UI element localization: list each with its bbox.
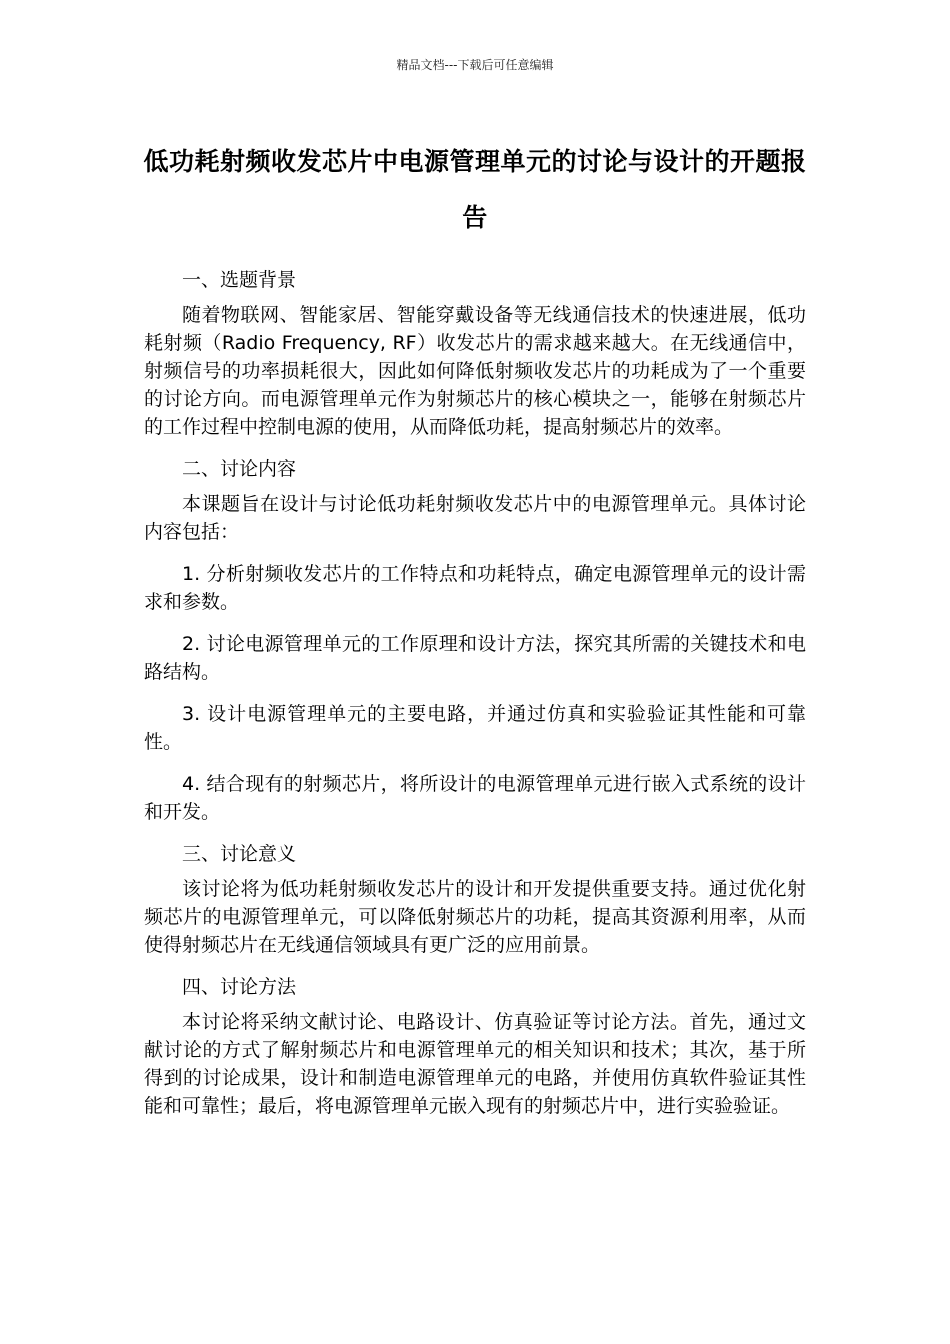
body-paragraph: 随着物联网、智能家居、智能穿戴设备等无线通信技术的快速进展，低功耗射频（Radio Frequency, RF）收发芯片的需求越来越大。在无线通信中，射频信号的功率损耗很大，因此如何降低射频收发芯片的功耗成为了一个重要的讨论方向。而电源管理单元作为射频芯片的核心模块之一，能够在射频芯片的工作过程中控制电源的使用，从而降低功耗，提高射频芯片的效率。 [144, 304, 806, 438]
document-body [144, 266, 806, 1134]
list-item: 1. 分析射频收发芯片的工作特点和功耗特点，确定电源管理单元的设计需求和参数。 [144, 563, 806, 613]
list-item: 3. 设计电源管理单元的主要电路，并通过仿真和实验验证其性能和可靠性。 [144, 703, 806, 753]
body-paragraph: 该讨论将为低功耗射频收发芯片的设计和开发提供重要支持。通过优化射频芯片的电源管理单元，可以降低射频芯片的功耗，提高其资源利用率，从而使得射频芯片在无线通信领域具有更广泛的应用前景。 [144, 878, 806, 956]
section-heading: 一、选题背景 [182, 269, 297, 291]
section-heading: 四、讨论方法 [182, 976, 297, 998]
document-title: 低功耗射频收发芯片中电源管理单元的讨论与设计的开题报告 [143, 147, 807, 232]
section-heading: 三、讨论意义 [182, 843, 297, 865]
list-item: 4. 结合现有的射频芯片，将所设计的电源管理单元进行嵌入式系统的设计和开发。 [144, 773, 806, 823]
body-paragraph: 本课题旨在设计与讨论低功耗射频收发芯片中的电源管理单元。具体讨论内容包括： [144, 493, 806, 543]
section-heading: 二、讨论内容 [182, 458, 297, 480]
header-note: 精品文档---下载后可任意编辑 [396, 58, 554, 72]
list-item: 2. 讨论电源管理单元的工作原理和设计方法，探究其所需的关键技术和电路结构。 [144, 633, 806, 683]
body-paragraph: 本讨论将采纳文献讨论、电路设计、仿真验证等讨论方法。首先，通过文献讨论的方式了解射频芯片和电源管理单元的相关知识和技术；其次，基于所得到的讨论成果，设计和制造电源管理单元的电路，并使用仿真软件验证其性能和可靠性；最后，将电源管理单元嵌入现有的射频芯片中，进行实验验证。 [144, 1011, 806, 1117]
